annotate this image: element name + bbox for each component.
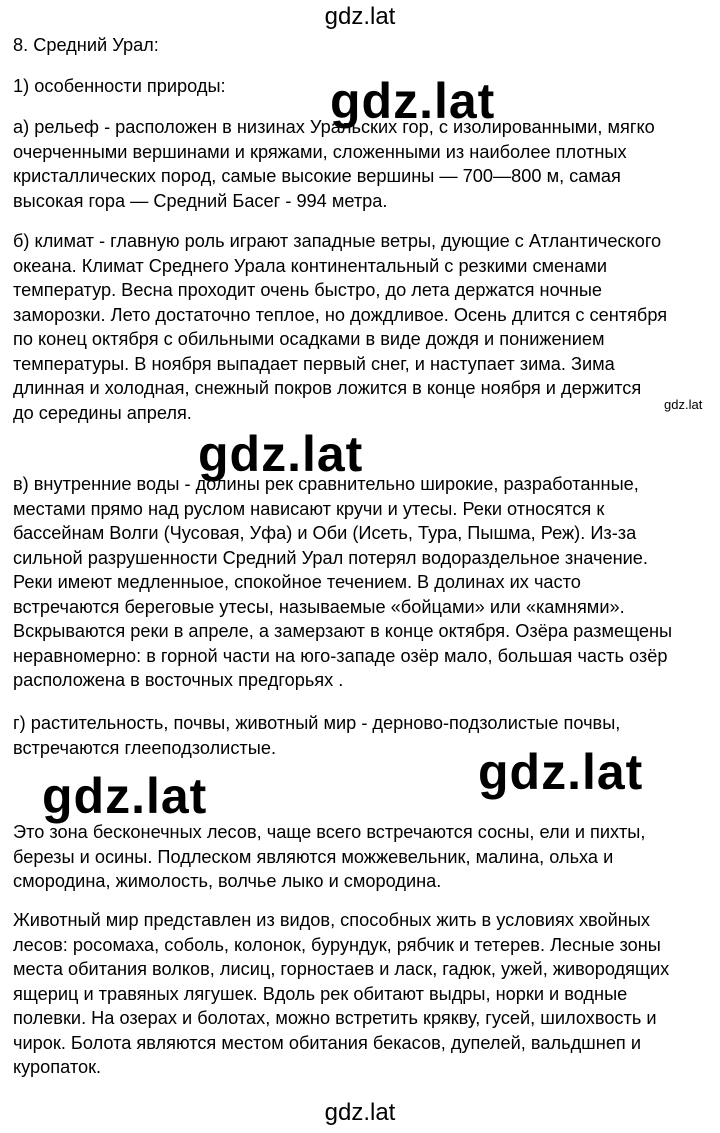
text-line: расположена в восточных предгорьях . (13, 670, 344, 690)
watermark-small: gdz.lat (664, 397, 703, 412)
text-line: а) рельеф - расположен в низинах Уральских гор, с изолированными, мягко (13, 117, 655, 137)
watermark-large: gdz.lat (478, 744, 644, 800)
subheading (13, 74, 713, 99)
text-line: Реки имеют медленныое, спокойное течением. В долинах их часто (13, 572, 581, 592)
text-line: полевки. На озерах и болотах, можно встретить крякву, гусей, шилохвость и (13, 1008, 657, 1028)
text-line: длинная и холодная, снежный покров ложится в конце ноября и держится (13, 378, 642, 398)
paragraph-fauna (13, 908, 713, 1080)
text-line: куропаток. (13, 1057, 102, 1077)
text-line: высокая гора — Средний Басег - 994 метра. (13, 190, 388, 211)
paragraph-climate (13, 229, 713, 425)
text-line: температуры. В ноября выпадает первый снег, и наступает зима. Зима (13, 353, 615, 374)
text-line: б) климат - главную роль играют западные ветры, дующие с Атлантического (13, 231, 662, 251)
watermark-bottom: gdz.lat (324, 1099, 396, 1126)
paragraph-vegetation (13, 711, 713, 760)
text-line: сильной разрушенности Средний Урал потерял водораздельное значение. (13, 547, 648, 568)
paragraph-relief (13, 115, 713, 213)
text-line: смородина, жимолость, волчье лыко и смородина. (13, 871, 442, 891)
text-line: ящериц и травяных лягушек. Вдоль рек обитают выдры, норки и водные (13, 983, 628, 1004)
text-line: бассейнам Волги (Чусовая, Уфа) и Оби (Исеть, Тура, Пышма, Реж). Из-за (13, 523, 637, 543)
text-line: Вскрываются реки в апреле, а замерзают в конце октября. Озёра размещены (13, 621, 673, 641)
text-line: кристаллических пород, самые высокие вершины — 700—800 м, самая (13, 166, 621, 186)
paragraph-waters (13, 472, 713, 693)
text-line: океана. Климат Среднего Урала континентальный с резкими сменами (13, 255, 607, 276)
text-line: до середины апреля. (13, 402, 192, 423)
watermark-top: gdz.lat (324, 3, 396, 30)
text-line: лесов: росомаха, соболь, колонок, бурундук, рябчик и тетерев. Лесные зоны (13, 934, 661, 955)
task-heading (13, 33, 713, 58)
text-line: по конец октября с обильными осадками в виде дождя и понижением (13, 329, 605, 349)
text-line: заморозки. Лето достаточно теплое, но дождливое. Осень длится с сентября (13, 304, 668, 325)
text-line: г) растительность, почвы, животный мир - дерново-подзолистые почвы, (13, 713, 621, 733)
heading-text: 8. Средний Урал: (13, 35, 159, 55)
text-line: очерченными вершинами и кряжами, сложенными из наиболее плотных (13, 141, 627, 162)
text-line: местами прямо над руслом нависают кручи и утесы. Реки относятся к (13, 498, 605, 519)
watermark-large: gdz.lat (330, 73, 496, 129)
text-line: в) внутренние воды - долины рек сравнительно широкие, разработанные, (13, 474, 639, 494)
text-line: температур. Весна проходит очень быстро, до лета держатся ночные (13, 280, 603, 300)
text-line: Животный мир представлен из видов, способных жить в условиях хвойных (13, 910, 650, 930)
text-line: Это зона бесконечных лесов, чаще всего встречаются сосны, ели и пихты, (13, 822, 646, 842)
watermark-large: gdz.lat (42, 768, 208, 824)
text-line: неравномерно: в горной части на юго-западе озёр мало, большая часть озёр (13, 645, 668, 666)
subheading-text: 1) особенности природы: (13, 76, 226, 96)
text-line: чирок. Болота являются местом обитания бекасов, дупелей, вальдшнеп и (13, 1032, 641, 1053)
text-line: березы и осины. Подлеском являются можжевельник, малина, ольха и (13, 846, 614, 867)
text-line: места обитания волков, лисиц, горностаев и ласк, гадюк, ужей, живородящих (13, 959, 670, 979)
text-line: встречаются береговые утесы, называемые «бойцами» или «камнями». (13, 596, 625, 617)
paragraph-forests (13, 820, 713, 894)
watermark-large: gdz.lat (198, 426, 364, 482)
text-line: встречаются глееподзолистые. (13, 737, 276, 758)
